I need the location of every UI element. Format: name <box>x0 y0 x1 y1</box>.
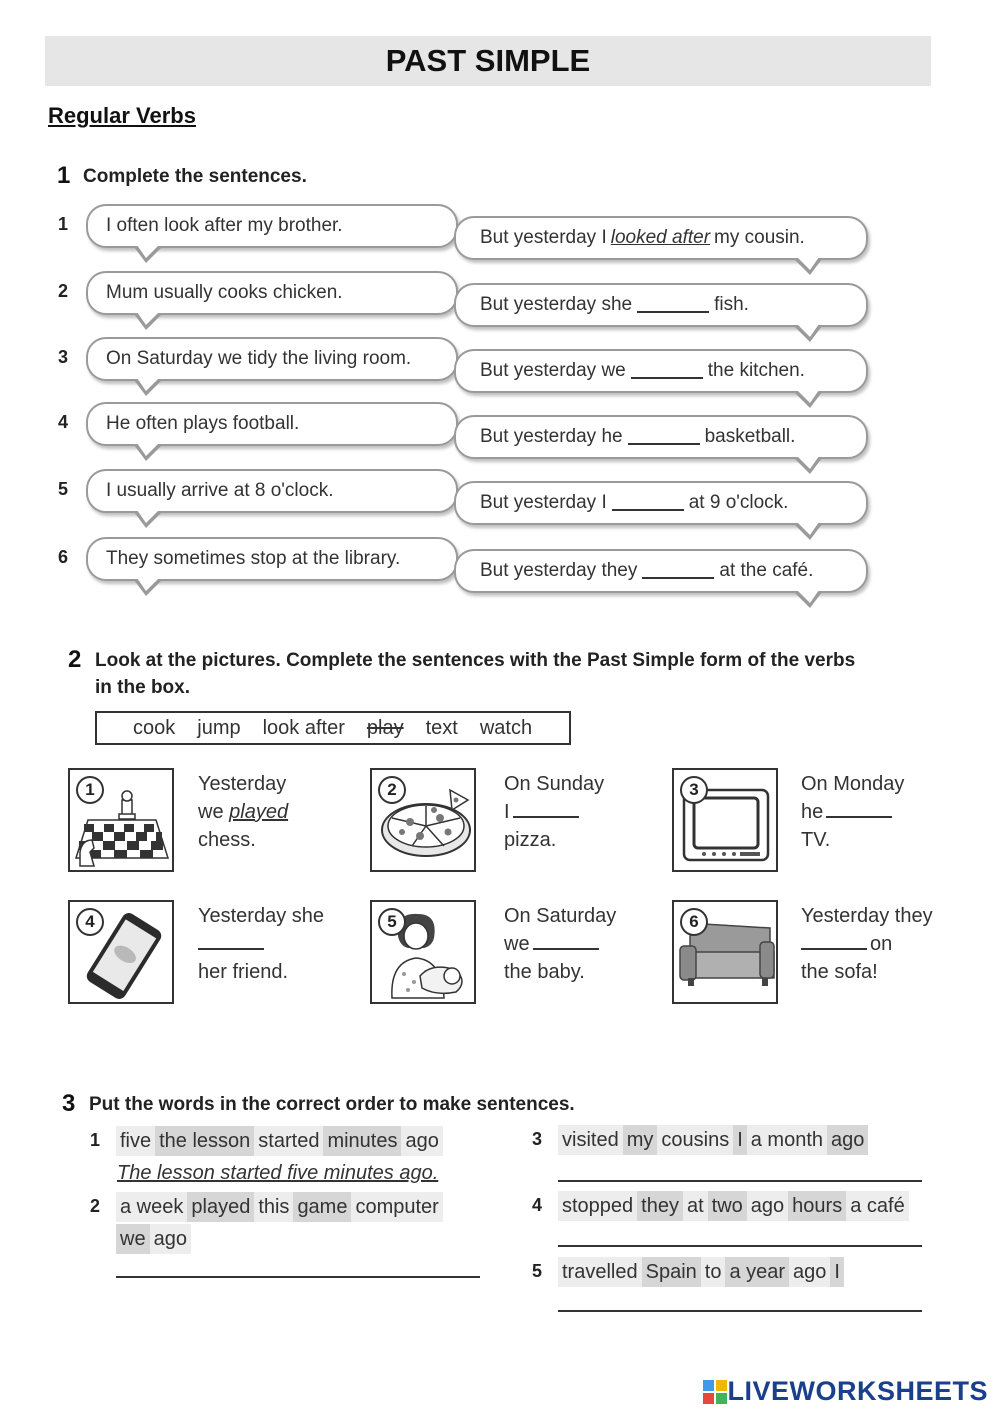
word-play-used: play <box>366 716 404 739</box>
word-tile[interactable]: they <box>637 1191 683 1221</box>
ex2-caption-line: Yesterday they <box>801 905 933 927</box>
picture-chess <box>68 768 174 872</box>
word-tile[interactable]: two <box>708 1191 747 1221</box>
exercise-3-number: 3 <box>62 1090 76 1117</box>
ex3-answer-line[interactable] <box>116 1276 480 1278</box>
ex1-row-number: 1 <box>58 214 69 234</box>
word-tile[interactable]: ago <box>789 1257 830 1287</box>
ex1-response-post: at the café. <box>719 560 814 581</box>
ex1-prompt-text: They sometimes stop at the library. <box>106 548 401 569</box>
ex1-response-post: basketball. <box>704 426 796 447</box>
ex2-caption-line: Yesterday <box>198 773 287 795</box>
liveworksheets-logo-text: LIVEWORKSHEETS <box>727 1376 988 1406</box>
ex1-prompt-text: Mum usually cooks chicken. <box>106 282 343 303</box>
word-tile[interactable]: I <box>733 1125 747 1155</box>
ex1-response-pre: But yesterday they <box>480 560 638 581</box>
ex2-caption-line: On Sunday <box>504 773 605 795</box>
word-box <box>95 711 571 745</box>
liveworksheets-logo-icon <box>703 1380 727 1404</box>
picture-number: 1 <box>76 776 104 804</box>
ex1-prompt-text: I often look after my brother. <box>106 215 343 236</box>
word-tile[interactable]: the lesson <box>155 1126 254 1156</box>
ex1-response-post: at 9 o'clock. <box>688 492 789 513</box>
ex3-item-number: 1 <box>90 1130 101 1150</box>
ex3-word-tiles <box>116 1126 443 1156</box>
ex2-answer-blank[interactable] <box>801 936 867 950</box>
ex2-caption <box>504 770 654 854</box>
word-look-after: look after <box>262 716 345 739</box>
word-tile[interactable]: visited <box>558 1125 623 1155</box>
ex3-word-tiles <box>558 1257 844 1287</box>
ex3-word-tiles <box>558 1191 909 1221</box>
ex1-prompt-bubble <box>86 271 458 315</box>
ex1-row-number: 3 <box>58 347 69 367</box>
ex1-row-number: 5 <box>58 479 69 499</box>
word-tile[interactable]: minutes <box>323 1126 401 1156</box>
word-tile[interactable]: a café <box>846 1191 908 1221</box>
ex1-response-bubble <box>454 549 868 593</box>
ex1-response-post: the kitchen. <box>707 360 805 381</box>
ex1-row-number: 4 <box>58 412 69 432</box>
ex2-caption-line: the sofa! <box>801 961 878 983</box>
ex1-response-pre: But yesterday we <box>480 360 626 381</box>
word-tile[interactable]: this <box>254 1192 293 1222</box>
ex3-answer-line[interactable] <box>558 1310 922 1312</box>
word-tile[interactable]: at <box>683 1191 708 1221</box>
word-tile[interactable]: five <box>116 1126 155 1156</box>
ex2-caption-line-2 <box>198 930 348 958</box>
ex2-caption-line: On Monday <box>801 773 905 795</box>
ex2-caption-word: we <box>504 933 530 955</box>
ex2-caption <box>801 902 951 986</box>
ex1-row-number: 2 <box>58 281 69 301</box>
ex1-answer-blank[interactable] <box>612 495 684 511</box>
title-bar <box>45 36 931 86</box>
word-watch: watch <box>479 716 533 739</box>
word-tile[interactable]: game <box>293 1192 351 1222</box>
word-tile[interactable]: ago <box>827 1125 868 1155</box>
ex2-answer-blank[interactable] <box>513 804 579 818</box>
ex2-caption-line-2 <box>504 930 654 958</box>
word-jump: jump <box>197 716 241 739</box>
exercise-1-instruction: Complete the sentences. <box>83 166 307 187</box>
ex2-caption-word: I <box>504 801 510 823</box>
ex3-item-number: 3 <box>532 1129 543 1149</box>
exercise-2-number: 2 <box>68 646 82 673</box>
ex2-answer-blank[interactable] <box>198 936 264 950</box>
picture-number: 6 <box>680 908 708 936</box>
ex1-response-bubble <box>454 349 868 393</box>
word-tile[interactable]: to <box>701 1257 726 1287</box>
ex2-answer-blank[interactable] <box>533 936 599 950</box>
ex1-response-bubble <box>454 415 868 459</box>
picture-pizza <box>370 768 476 872</box>
exercise-1-number: 1 <box>57 162 71 189</box>
ex2-caption-line: On Saturday <box>504 905 617 927</box>
picture-baby <box>370 900 476 1004</box>
ex1-prompt-text: I usually arrive at 8 o'clock. <box>106 480 334 501</box>
word-cook: cook <box>133 716 176 739</box>
picture-phone <box>68 900 174 1004</box>
ex3-item-number: 5 <box>532 1261 543 1281</box>
ex1-prompt-bubble <box>86 537 458 581</box>
word-tile[interactable]: a month <box>747 1125 827 1155</box>
ex2-caption-word: we <box>198 801 224 823</box>
ex2-example-answer: played <box>229 801 289 823</box>
ex2-caption-line-2 <box>801 798 951 826</box>
word-tile[interactable]: travelled <box>558 1257 642 1287</box>
ex1-response-pre: But yesterday she <box>480 294 633 315</box>
page-title: PAST SIMPLE <box>385 43 591 78</box>
word-text: text <box>425 716 458 739</box>
ex2-caption <box>198 902 348 986</box>
ex1-example-answer: looked after <box>610 227 711 248</box>
ex1-prompt-bubble <box>86 204 458 248</box>
word-tile[interactable]: Spain <box>642 1257 701 1287</box>
ex2-caption-line-2 <box>198 798 348 826</box>
ex1-row-number: 6 <box>58 547 69 567</box>
exercise-2-instruction-line1: Look at the pictures. Complete the sentences with the Past Simple form of the verbs <box>95 650 856 671</box>
ex1-prompt-text: He often plays football. <box>106 413 300 434</box>
ex2-answer-blank[interactable] <box>826 804 892 818</box>
ex1-response-bubble <box>454 216 868 260</box>
ex1-answer-blank[interactable] <box>631 363 703 379</box>
picture-number: 4 <box>76 908 104 936</box>
word-tile[interactable]: hours <box>788 1191 846 1221</box>
word-tile[interactable]: stopped <box>558 1191 637 1221</box>
ex3-word-tiles <box>558 1125 868 1155</box>
picture-sofa <box>672 900 778 1004</box>
ex1-answer-blank[interactable] <box>642 563 714 579</box>
liveworksheets-logo <box>703 1376 988 1407</box>
ex2-caption-line: pizza. <box>504 829 557 851</box>
word-tile[interactable]: I <box>830 1257 844 1287</box>
picture-number: 5 <box>378 908 406 936</box>
ex1-response-pre: But yesterday I <box>480 492 607 513</box>
ex3-item-number: 4 <box>532 1195 543 1215</box>
ex1-prompt-bubble <box>86 402 458 446</box>
ex1-response-bubble <box>454 283 868 327</box>
ex2-caption-line-2 <box>801 930 951 958</box>
word-tile[interactable]: ago <box>150 1224 191 1254</box>
word-tile[interactable]: my <box>623 1125 658 1155</box>
ex1-response-pre: But yesterday I <box>480 227 607 248</box>
exercise-2-instruction-line2: in the box. <box>95 677 190 698</box>
ex2-caption <box>504 902 654 986</box>
word-tile[interactable]: started <box>254 1126 323 1156</box>
ex1-prompt-bubble <box>86 337 458 381</box>
ex2-caption-word: on <box>870 933 893 955</box>
ex2-caption-line-2 <box>504 798 654 826</box>
ex3-answer-line[interactable] <box>558 1180 922 1182</box>
picture-number: 3 <box>680 776 708 804</box>
word-tile[interactable]: cousins <box>657 1125 733 1155</box>
ex3-item-number: 2 <box>90 1196 101 1216</box>
ex1-answer-blank[interactable] <box>637 297 709 313</box>
ex1-response-post: my cousin. <box>714 227 805 248</box>
section-subtitle: Regular Verbs <box>48 103 196 128</box>
ex2-caption-line: Yesterday she <box>198 905 325 927</box>
ex1-prompt-text: On Saturday we tidy the living room. <box>106 348 412 369</box>
ex1-answer-blank[interactable] <box>628 429 700 445</box>
picture-number: 2 <box>378 776 406 804</box>
word-tile[interactable]: a week <box>116 1192 187 1222</box>
ex2-caption-line: TV. <box>801 829 831 851</box>
word-tile[interactable]: ago <box>401 1126 442 1156</box>
ex3-answer-line[interactable] <box>558 1245 922 1247</box>
word-tile[interactable]: we <box>116 1224 150 1254</box>
ex2-caption <box>198 770 348 854</box>
ex1-response-post: fish. <box>714 294 749 315</box>
word-tile[interactable]: a year <box>725 1257 789 1287</box>
ex2-caption-line: chess. <box>198 829 256 851</box>
ex2-caption-word: he <box>801 801 824 823</box>
ex1-response-bubble <box>454 481 868 525</box>
ex2-caption-line: her friend. <box>198 961 289 983</box>
ex3-example-answer: The lesson started five minutes ago. <box>117 1162 439 1184</box>
ex2-caption <box>801 770 951 854</box>
word-tile[interactable]: played <box>187 1192 254 1222</box>
exercise-3-instruction: Put the words in the correct order to make sentences. <box>89 1094 575 1115</box>
ex1-prompt-bubble <box>86 469 458 513</box>
ex3-word-tiles <box>116 1192 486 1256</box>
picture-tv <box>672 768 778 872</box>
word-tile[interactable]: computer <box>351 1192 442 1222</box>
ex2-caption-line: the baby. <box>504 961 585 983</box>
word-tile[interactable]: ago <box>747 1191 788 1221</box>
ex1-response-pre: But yesterday he <box>480 426 623 447</box>
